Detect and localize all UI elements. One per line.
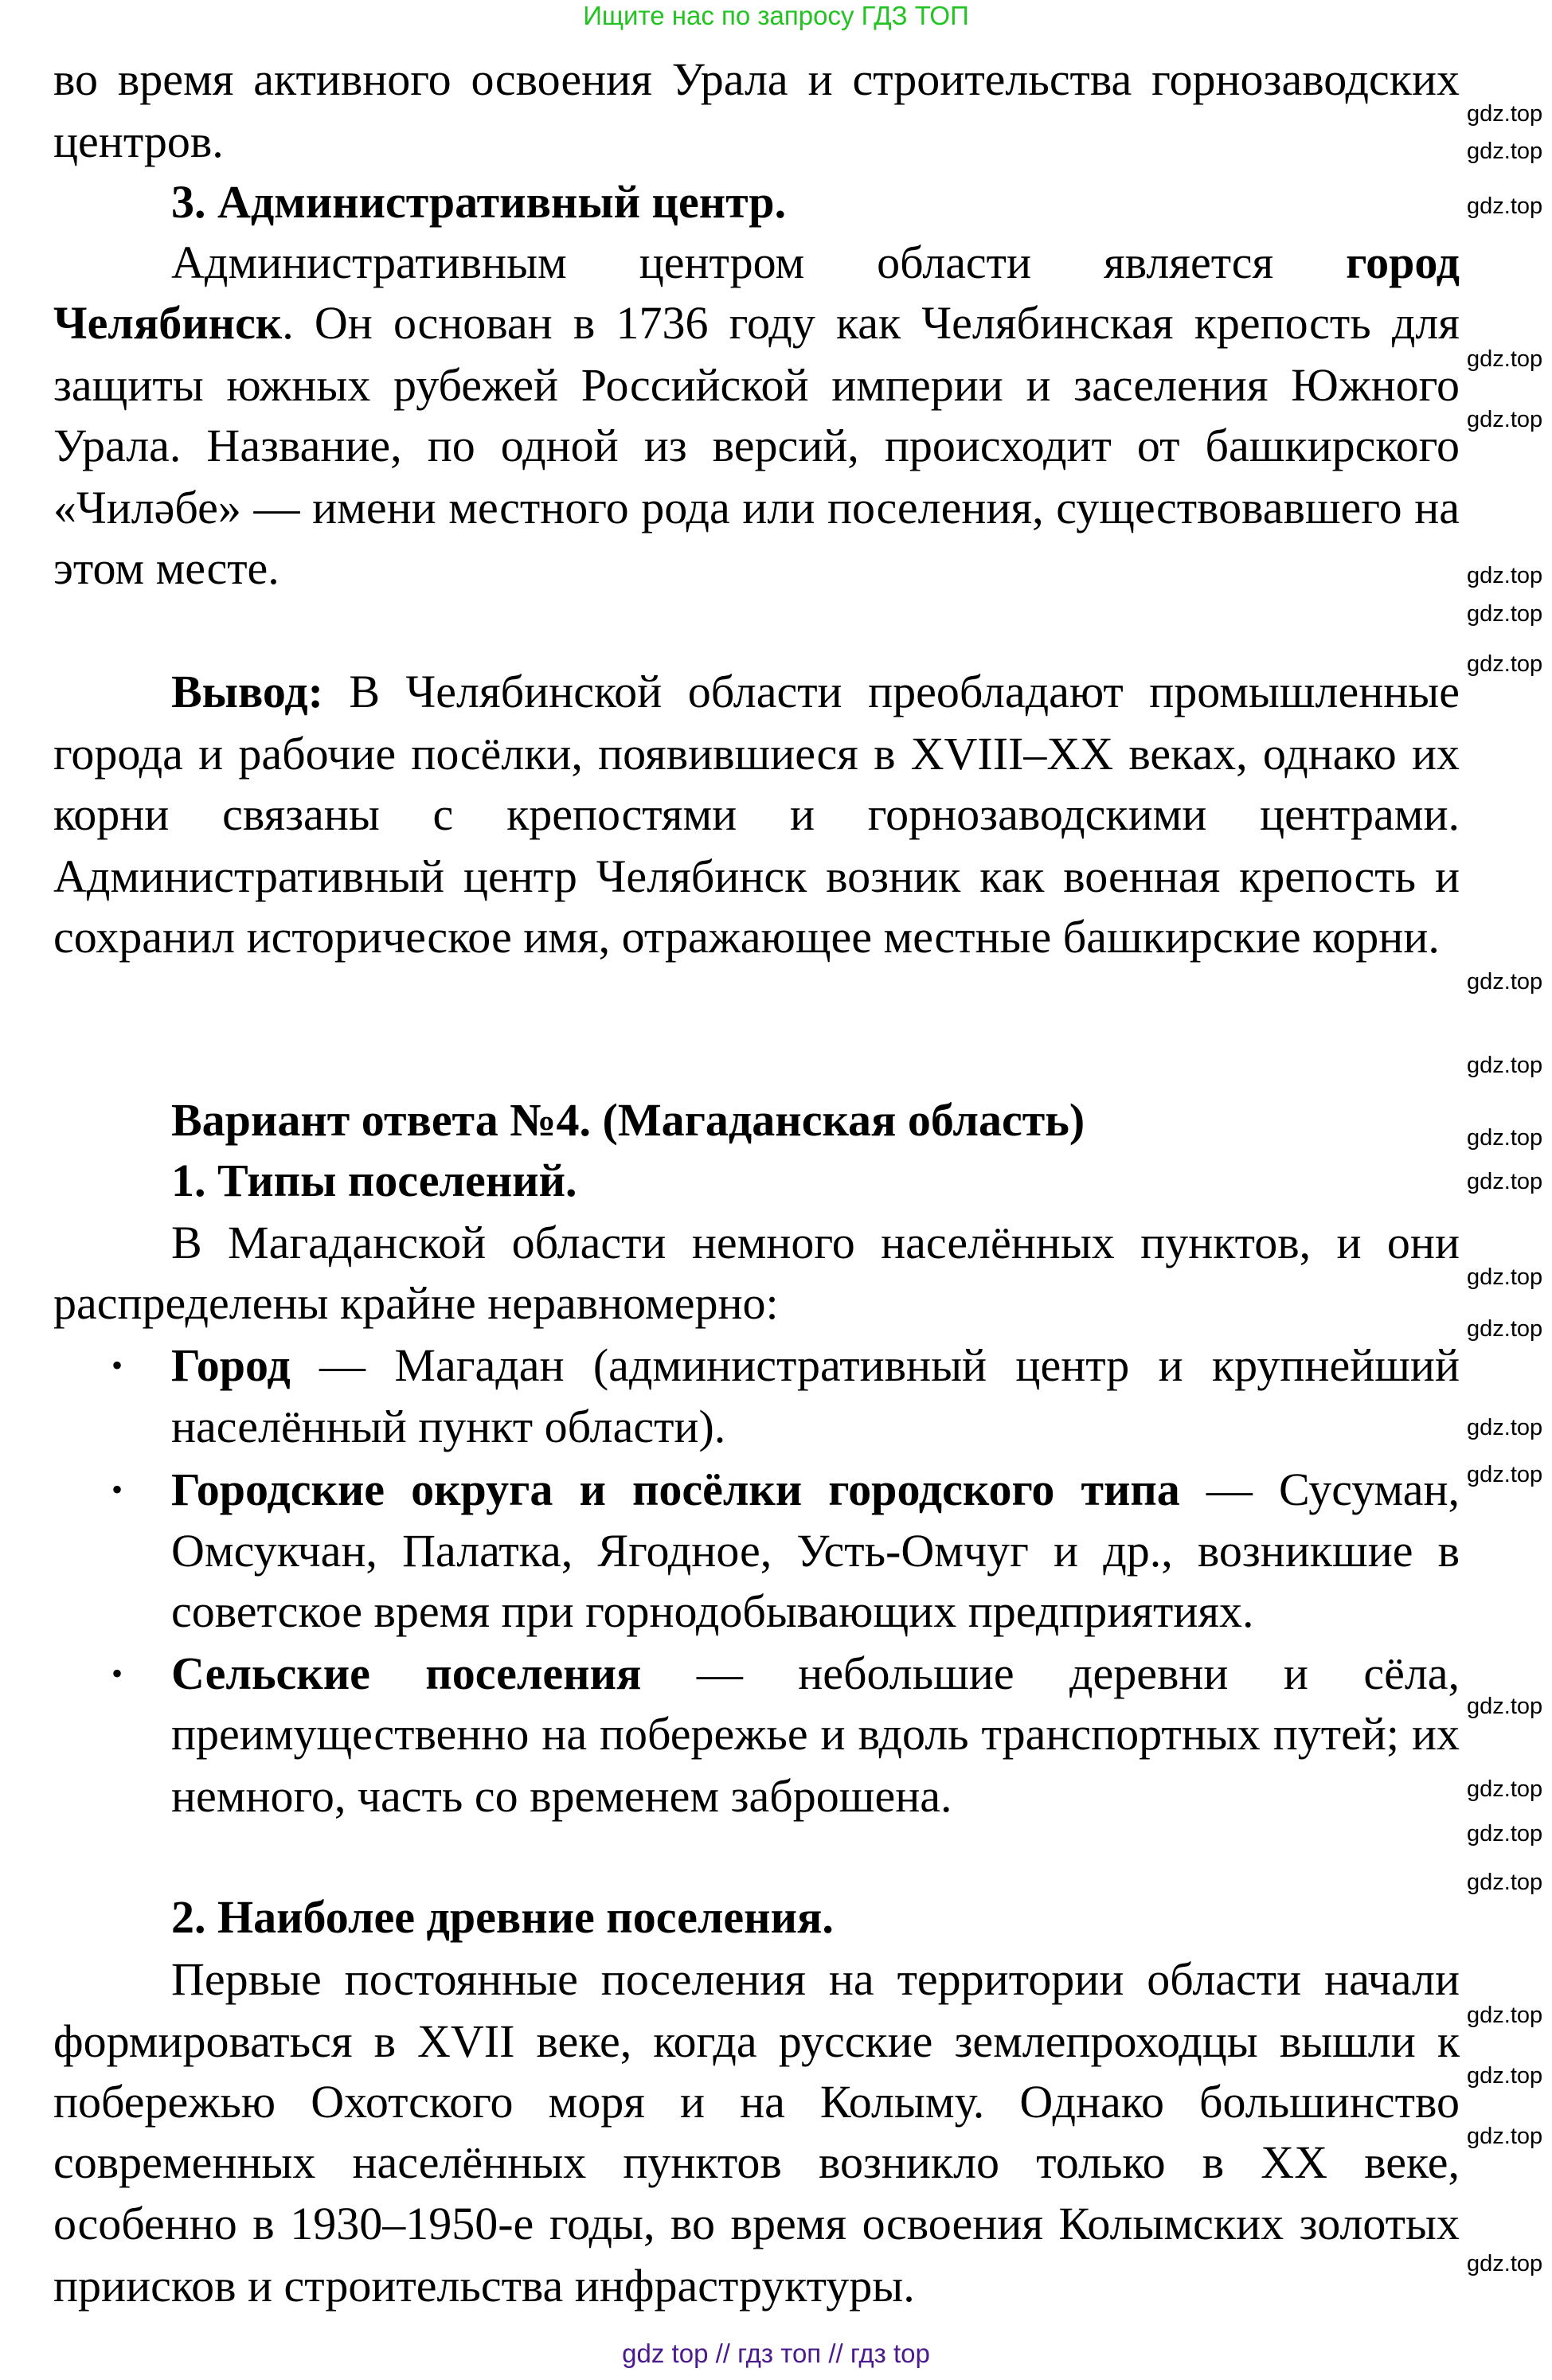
text-span: центров. xyxy=(53,115,224,167)
text-line xyxy=(171,235,1460,291)
text-span: — Сусуман, xyxy=(1179,1464,1460,1516)
text-line xyxy=(171,1215,1460,1271)
section-heading xyxy=(171,1092,1460,1148)
watermark: gdz.top xyxy=(1467,563,1543,589)
bullet-icon: • xyxy=(111,1655,123,1691)
watermark: gdz.top xyxy=(1467,1869,1543,1895)
text-line xyxy=(53,358,1460,413)
text-line xyxy=(53,1276,1460,1331)
text-span: советское время при горнодобывающих предприятиях. xyxy=(171,1585,1254,1637)
watermark: gdz.top xyxy=(1467,2063,1543,2089)
footer-links[interactable]: gdz top // гдз топ // гдз top xyxy=(622,2339,930,2368)
text-span: Омсукчан, Палатка, Ягодное, Усть-Омчуг и др., возникшие в xyxy=(171,1524,1460,1577)
bold-text: Челябинск xyxy=(53,297,283,350)
watermark: gdz.top xyxy=(1467,193,1543,219)
text-span: этом месте. xyxy=(53,542,280,595)
text-span: особенно в 1930–1950-е годы, во время освоения Колымских золотых xyxy=(53,2197,1460,2249)
watermark: gdz.top xyxy=(1467,1052,1543,1078)
text-line xyxy=(171,1952,1460,2007)
text-line xyxy=(171,1523,1460,1579)
bold-text: Сельские поселения xyxy=(171,1647,642,1699)
watermark: gdz.top xyxy=(1467,2251,1543,2277)
watermark: gdz.top xyxy=(1467,1264,1543,1291)
text-line xyxy=(53,2014,1460,2069)
text-line xyxy=(53,2074,1460,2130)
text-line xyxy=(171,1584,1460,1639)
watermark: gdz.top xyxy=(1467,600,1543,627)
text-span: корни связаны с крепостями и горнозаводскими центрами. xyxy=(53,787,1460,840)
text-line xyxy=(53,2196,1460,2252)
bold-text: 3. Административный центр. xyxy=(171,175,787,228)
text-line xyxy=(53,295,1460,351)
bold-text: 1. Типы поселений. xyxy=(171,1155,577,1207)
text-span: В Магаданской области немного населённых пунктов, и они xyxy=(171,1217,1460,1269)
watermark: gdz.top xyxy=(1467,969,1543,995)
watermark: gdz.top xyxy=(1467,1776,1543,1803)
text-span: . Он основан в 1736 году как Челябинская крепость для xyxy=(282,297,1460,350)
text-span: защиты южных рубежей Российской империи и заселения Южного xyxy=(53,359,1460,412)
watermark: gdz.top xyxy=(1467,651,1543,677)
site-banner[interactable]: Ищите нас по запросу ГДЗ ТОП xyxy=(583,1,969,30)
text-line xyxy=(53,787,1460,842)
text-span: Урала. Название, по одной из версий, происходит от башкирского xyxy=(53,420,1460,472)
text-line xyxy=(53,726,1460,782)
text-span: «Чиләбе» — имени местного рода или поселения, существовавшего на xyxy=(53,482,1460,534)
watermark: gdz.top xyxy=(1467,1820,1543,1847)
watermark: gdz.top xyxy=(1467,1414,1543,1440)
watermark: gdz.top xyxy=(1467,1125,1543,1151)
text-line xyxy=(53,2135,1460,2190)
watermark: gdz.top xyxy=(1467,139,1543,165)
text-span: побережью Охотского моря и на Колыму. Однако большинство xyxy=(53,2076,1460,2128)
section-heading xyxy=(171,1890,1460,1945)
bold-text: Вывод: xyxy=(171,665,323,717)
watermark: gdz.top xyxy=(1467,2124,1543,2150)
text-line xyxy=(171,1399,1460,1455)
text-span: В Челябинской области преобладают промышленные xyxy=(323,665,1460,717)
text-span: во время активного освоения Урала и строительства горнозаводских xyxy=(53,53,1460,105)
bold-text: Вариант ответа №4. (Магаданская область) xyxy=(171,1094,1085,1147)
text-line xyxy=(53,541,1460,596)
text-span: населённый пункт области). xyxy=(171,1400,726,1452)
text-line xyxy=(171,1338,1460,1393)
text-line xyxy=(53,480,1460,536)
text-span: приисков и строительства инфраструктуры. xyxy=(53,2259,915,2312)
bold-text: 2. Наиболее древние поселения. xyxy=(171,1891,834,1944)
text-span: преимущественно на побережье и вдоль транспортных путей; их xyxy=(171,1707,1460,1760)
text-span: формироваться в XVII веке, когда русские землепроходцы вышли к xyxy=(53,2015,1460,2068)
watermark: gdz.top xyxy=(1467,2002,1543,2028)
bold-text: Город xyxy=(171,1339,291,1392)
bullet-icon: • xyxy=(111,1347,123,1384)
text-span: немного, часть со временем заброшена. xyxy=(171,1769,952,1822)
text-span: — небольшие деревни и сёла, xyxy=(641,1647,1460,1699)
text-span: города и рабочие посёлки, появившиеся в XVIII–XX веках, однако их xyxy=(53,727,1460,780)
text-span: Первые постоянные поселения на территории области начали xyxy=(171,1953,1460,2006)
text-span: Административный центр Челябинск возник как военная крепость и xyxy=(53,850,1460,902)
text-line xyxy=(53,909,1460,965)
bold-text: Городские округа и посёлки городского типа xyxy=(171,1464,1180,1516)
text-line xyxy=(171,1706,1460,1762)
text-line xyxy=(53,2258,1460,2314)
watermark: gdz.top xyxy=(1467,1461,1543,1487)
section-heading xyxy=(171,174,1460,230)
text-line xyxy=(171,1462,1460,1518)
text-span: сохранил историческое имя, отражающее местные башкирские корни. xyxy=(53,910,1440,963)
watermark: gdz.top xyxy=(1467,407,1543,433)
bold-text: город xyxy=(1346,236,1460,289)
text-span: современных населённых пунктов возникло только в XX веке, xyxy=(53,2136,1460,2189)
watermark: gdz.top xyxy=(1467,346,1543,372)
text-line xyxy=(53,418,1460,474)
text-line xyxy=(53,52,1460,107)
text-line xyxy=(171,1646,1460,1702)
text-span: распределены крайне неравномерно: xyxy=(53,1277,779,1330)
bullet-icon: • xyxy=(111,1471,123,1508)
text-span: — Магадан (административный центр и крупнейший xyxy=(290,1339,1460,1392)
watermark: gdz.top xyxy=(1467,100,1543,127)
text-span: Административным центром области является xyxy=(171,236,1347,289)
text-line xyxy=(171,664,1460,720)
text-line xyxy=(53,114,1460,170)
watermark: gdz.top xyxy=(1467,1315,1543,1342)
section-heading xyxy=(171,1153,1460,1209)
text-line xyxy=(171,1768,1460,1824)
watermark: gdz.top xyxy=(1467,1693,1543,1719)
watermark: gdz.top xyxy=(1467,1169,1543,1195)
text-line xyxy=(53,849,1460,905)
